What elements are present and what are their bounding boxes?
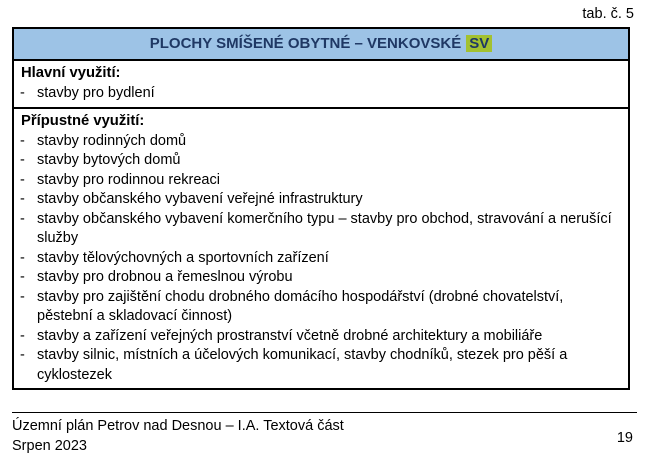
footer-document-title: Územní plán Petrov nad Desnou – I.A. Textová část: [12, 418, 344, 434]
list-item: [20, 151, 618, 171]
list-item: [20, 327, 618, 347]
zoning-table: [12, 27, 630, 390]
dash-bullet: -: [20, 288, 25, 305]
list-item: [20, 288, 618, 327]
list-item-text: stavby rodinných domů: [37, 132, 187, 149]
list-item: [20, 210, 618, 249]
list-item: [20, 171, 618, 191]
dash-bullet: -: [20, 171, 25, 188]
list-item-text: stavby pro zajištění chodu drobného domácího hospodářství (drobné chovatelství, pěstební a skladovací činnost): [37, 288, 564, 324]
list-item-text: stavby bytových domů: [37, 152, 181, 168]
section-permitted-use: [14, 109, 628, 389]
section-heading-main-use: Hlavní využití:: [21, 65, 121, 81]
dash-bullet: -: [20, 210, 25, 227]
list-item-text: stavby občanského vybavení veřejné infrastruktury: [37, 191, 363, 207]
table-title-row: [14, 29, 628, 61]
section-items-main-use: [20, 84, 618, 104]
section-heading-permitted-use: Přípustné využití:: [21, 112, 145, 129]
footer-divider: [12, 412, 637, 413]
list-item-text: stavby pro drobnou a řemeslnou výrobu: [37, 269, 293, 285]
list-item-text: stavby pro bydlení: [37, 85, 155, 101]
list-item-text: stavby pro rodinnou rekreaci: [37, 171, 220, 188]
dash-bullet: -: [20, 269, 25, 285]
list-item-text: stavby silnic, místních a účelových komunikací, stavby chodníků, stezek pro pěší a cyklostezek: [37, 347, 568, 383]
page-footer: [12, 416, 344, 456]
zone-code-badge: SV: [466, 35, 492, 52]
list-item: [20, 249, 618, 269]
list-item-text: stavby a zařízení veřejných prostranství včetně drobné architektury a mobiliáře: [37, 327, 543, 344]
list-item: [20, 132, 618, 152]
list-item-text: stavby tělovýchovných a sportovních zařízení: [37, 249, 329, 266]
list-item: [20, 346, 618, 385]
section-main-use: [14, 61, 628, 109]
dash-bullet: -: [20, 249, 25, 266]
dash-bullet: -: [20, 347, 25, 363]
list-item: [20, 84, 618, 104]
footer-date: Srpen 2023: [12, 438, 87, 454]
dash-bullet: -: [20, 85, 25, 101]
page-number: 19: [616, 430, 633, 446]
dash-bullet: -: [20, 132, 25, 149]
table-title: PLOCHY SMÍŠENÉ OBYTNÉ – VENKOVSKÉ: [149, 35, 462, 52]
table-caption: tab. č. 5: [582, 6, 634, 22]
list-item: [20, 190, 618, 210]
dash-bullet: -: [20, 327, 25, 344]
section-items-permitted-use: [20, 132, 618, 386]
list-item-text: stavby občanského vybavení komerčního typu – stavby pro obchod, stravování a nerušící služby: [37, 210, 612, 246]
dash-bullet: -: [20, 191, 25, 207]
list-item: [20, 268, 618, 288]
dash-bullet: -: [20, 152, 25, 168]
